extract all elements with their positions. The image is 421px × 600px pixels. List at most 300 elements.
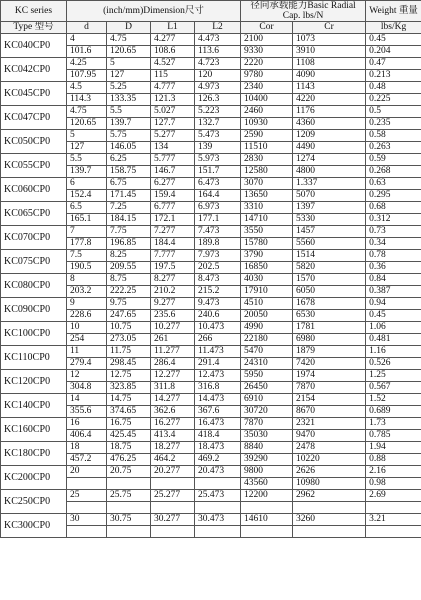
cell-mm-d <box>67 478 107 490</box>
cell-inch-L1: 9.277 <box>151 298 195 310</box>
cell-mm-D: 158.75 <box>107 166 151 178</box>
cell-mm-cor: 39290 <box>241 454 293 466</box>
cell-inch-d: 6.5 <box>67 202 107 214</box>
cell-mm-d: 152.4 <box>67 190 107 202</box>
row-type: KC047CP0 <box>1 106 67 130</box>
cell-inch-L2: 8.473 <box>195 274 241 286</box>
table-row <box>1 298 421 310</box>
cell-mm-D: 247.65 <box>107 310 151 322</box>
cell-inch-D: 7.25 <box>107 202 151 214</box>
cell-mm-d: 177.8 <box>67 238 107 250</box>
table-row <box>1 442 421 454</box>
cell-mm-weight: 0.204 <box>366 46 421 58</box>
cell-inch-L2: 18.473 <box>195 442 241 454</box>
cell-mm-L1 <box>151 526 195 538</box>
row-type: KC160CP0 <box>1 418 67 442</box>
cell-inch-L1: 16.277 <box>151 418 195 430</box>
cell-mm-cor: 15780 <box>241 238 293 250</box>
cell-mm-L1: 134 <box>151 142 195 154</box>
cell-mm-L1: 235.6 <box>151 310 195 322</box>
cell-mm-cr: 10220 <box>293 454 366 466</box>
row-type: KC140CP0 <box>1 394 67 418</box>
table-row <box>1 394 421 406</box>
cell-mm-cr: 6530 <box>293 310 366 322</box>
row-type: KC180CP0 <box>1 442 67 466</box>
cell-mm-cr: 5820 <box>293 262 366 274</box>
header-col-d: d <box>67 22 107 34</box>
cell-mm-cor: 26450 <box>241 382 293 394</box>
cell-inch-d: 5 <box>67 130 107 142</box>
cell-mm-cor: 30720 <box>241 406 293 418</box>
cell-mm-L1: 146.7 <box>151 166 195 178</box>
cell-mm-cor <box>241 526 293 538</box>
cell-mm-D <box>107 526 151 538</box>
cell-mm-cor: 10930 <box>241 118 293 130</box>
cell-mm-L1: 121.3 <box>151 94 195 106</box>
cell-mm-d: 203.2 <box>67 286 107 298</box>
cell-mm-L1: 172.1 <box>151 214 195 226</box>
cell-inch-L2: 6.973 <box>195 202 241 214</box>
cell-inch-weight: 0.45 <box>366 34 421 46</box>
cell-inch-d: 4.75 <box>67 106 107 118</box>
cell-inch-cor: 7870 <box>241 418 293 430</box>
cell-mm-cor: 13650 <box>241 190 293 202</box>
cell-inch-L2: 9.473 <box>195 298 241 310</box>
cell-mm-d: 107.95 <box>67 70 107 82</box>
header-col-cor: Cor <box>241 22 293 34</box>
cell-inch-D: 4.75 <box>107 34 151 46</box>
cell-inch-L1: 12.277 <box>151 370 195 382</box>
cell-inch-d: 5.5 <box>67 154 107 166</box>
cell-inch-D: 14.75 <box>107 394 151 406</box>
cell-inch-cr: 1274 <box>293 154 366 166</box>
cell-mm-weight <box>366 502 421 514</box>
cell-mm-cor: 14710 <box>241 214 293 226</box>
cell-inch-weight: 1.94 <box>366 442 421 454</box>
cell-mm-L1: 261 <box>151 334 195 346</box>
cell-mm-D: 139.7 <box>107 118 151 130</box>
cell-inch-cr: 1397 <box>293 202 366 214</box>
cell-inch-L2: 20.473 <box>195 466 241 478</box>
cell-inch-L1: 6.277 <box>151 178 195 190</box>
cell-mm-L2: 316.8 <box>195 382 241 394</box>
row-type: KC045CP0 <box>1 82 67 106</box>
row-type: KC080CP0 <box>1 274 67 298</box>
header-col-L2: L2 <box>195 22 241 34</box>
cell-mm-L2 <box>195 526 241 538</box>
cell-inch-D: 16.75 <box>107 418 151 430</box>
cell-inch-cor: 4030 <box>241 274 293 286</box>
cell-inch-L1: 14.277 <box>151 394 195 406</box>
row-type: KC110CP0 <box>1 346 67 370</box>
cell-mm-L2: 164.4 <box>195 190 241 202</box>
cell-inch-L1: 5.027 <box>151 106 195 118</box>
cell-inch-cor: 5950 <box>241 370 293 382</box>
table-row <box>1 58 421 70</box>
cell-inch-weight: 0.5 <box>366 106 421 118</box>
cell-inch-D: 5.25 <box>107 82 151 94</box>
cell-inch-L1: 8.277 <box>151 274 195 286</box>
cell-mm-D: 298.45 <box>107 358 151 370</box>
cell-mm-weight: 0.268 <box>366 166 421 178</box>
cell-mm-d: 127 <box>67 142 107 154</box>
cell-mm-cr: 4220 <box>293 94 366 106</box>
cell-mm-D: 323.85 <box>107 382 151 394</box>
cell-inch-cor: 3550 <box>241 226 293 238</box>
cell-mm-d: 139.7 <box>67 166 107 178</box>
cell-mm-cor: 43560 <box>241 478 293 490</box>
cell-mm-D: 374.65 <box>107 406 151 418</box>
cell-mm-weight: 0.36 <box>366 262 421 274</box>
cell-mm-weight: 0.98 <box>366 478 421 490</box>
cell-mm-D: 133.35 <box>107 94 151 106</box>
cell-mm-L1: 464.2 <box>151 454 195 466</box>
cell-mm-cor <box>241 502 293 514</box>
cell-mm-cor: 22180 <box>241 334 293 346</box>
cell-inch-cr: 3260 <box>293 514 366 526</box>
cell-mm-cr: 4490 <box>293 142 366 154</box>
cell-inch-cor: 2340 <box>241 82 293 94</box>
cell-inch-L2: 30.473 <box>195 514 241 526</box>
cell-mm-cr: 5330 <box>293 214 366 226</box>
cell-mm-d: 279.4 <box>67 358 107 370</box>
cell-mm-cor: 35030 <box>241 430 293 442</box>
cell-mm-cr: 10980 <box>293 478 366 490</box>
row-type: KC300CP0 <box>1 514 67 538</box>
cell-inch-weight: 1.16 <box>366 346 421 358</box>
cell-inch-cr: 2478 <box>293 442 366 454</box>
cell-inch-L2: 14.473 <box>195 394 241 406</box>
cell-inch-cor: 8840 <box>241 442 293 454</box>
cell-mm-cr: 3910 <box>293 46 366 58</box>
cell-inch-d: 18 <box>67 442 107 454</box>
cell-mm-L2: 367.6 <box>195 406 241 418</box>
cell-inch-cor: 4990 <box>241 322 293 334</box>
cell-inch-cor: 14610 <box>241 514 293 526</box>
cell-inch-cr: 1879 <box>293 346 366 358</box>
cell-mm-cor: 16850 <box>241 262 293 274</box>
cell-mm-d: 228.6 <box>67 310 107 322</box>
cell-mm-weight: 0.481 <box>366 334 421 346</box>
header-col-L1: L1 <box>151 22 195 34</box>
table-row <box>1 514 421 526</box>
cell-inch-weight: 0.47 <box>366 58 421 70</box>
cell-mm-D: 222.25 <box>107 286 151 298</box>
row-type: KC065CP0 <box>1 202 67 226</box>
cell-inch-D: 6.75 <box>107 178 151 190</box>
cell-mm-weight: 0.295 <box>366 190 421 202</box>
table-row <box>1 250 421 262</box>
cell-inch-cr: 1176 <box>293 106 366 118</box>
cell-mm-D: 171.45 <box>107 190 151 202</box>
cell-inch-cr: 1514 <box>293 250 366 262</box>
cell-mm-D: 425.45 <box>107 430 151 442</box>
row-type: KC060CP0 <box>1 178 67 202</box>
cell-mm-d <box>67 502 107 514</box>
cell-mm-L2: 469.2 <box>195 454 241 466</box>
cell-inch-d: 7 <box>67 226 107 238</box>
table-row <box>1 322 421 334</box>
cell-inch-D: 9.75 <box>107 298 151 310</box>
cell-mm-L2: 189.8 <box>195 238 241 250</box>
cell-mm-L1: 311.8 <box>151 382 195 394</box>
cell-mm-weight: 0.34 <box>366 238 421 250</box>
cell-inch-L1: 18.277 <box>151 442 195 454</box>
cell-mm-cr: 4090 <box>293 70 366 82</box>
cell-inch-weight: 2.16 <box>366 466 421 478</box>
cell-inch-D: 8.75 <box>107 274 151 286</box>
cell-mm-L1: 184.4 <box>151 238 195 250</box>
cell-inch-cor: 2100 <box>241 34 293 46</box>
cell-inch-d: 4 <box>67 34 107 46</box>
cell-inch-D: 5.5 <box>107 106 151 118</box>
cell-inch-weight: 2.69 <box>366 490 421 502</box>
cell-inch-D: 6.25 <box>107 154 151 166</box>
cell-inch-d: 7.5 <box>67 250 107 262</box>
cell-inch-weight: 0.78 <box>366 250 421 262</box>
cell-mm-L2: 120 <box>195 70 241 82</box>
cell-mm-d <box>67 526 107 538</box>
cell-mm-cr: 9470 <box>293 430 366 442</box>
cell-mm-d: 457.2 <box>67 454 107 466</box>
cell-inch-cor: 3790 <box>241 250 293 262</box>
cell-inch-L2: 12.473 <box>195 370 241 382</box>
table-header <box>1 1 421 34</box>
cell-mm-D: 184.15 <box>107 214 151 226</box>
cell-inch-d: 14 <box>67 394 107 406</box>
cell-mm-L1: 362.6 <box>151 406 195 418</box>
cell-inch-cor: 2830 <box>241 154 293 166</box>
cell-mm-weight: 0.526 <box>366 358 421 370</box>
cell-inch-L1: 6.777 <box>151 202 195 214</box>
cell-mm-L1: 210.2 <box>151 286 195 298</box>
cell-inch-D: 7.75 <box>107 226 151 238</box>
cell-mm-cor: 10400 <box>241 94 293 106</box>
row-type: KC120CP0 <box>1 370 67 394</box>
cell-mm-L1: 108.6 <box>151 46 195 58</box>
header-col-cr: Cr <box>293 22 366 34</box>
cell-inch-weight: 0.68 <box>366 202 421 214</box>
cell-inch-d: 10 <box>67 322 107 334</box>
table-row <box>1 34 421 46</box>
cell-inch-L1: 10.277 <box>151 322 195 334</box>
cell-mm-L2 <box>195 502 241 514</box>
cell-mm-L1: 115 <box>151 70 195 82</box>
cell-mm-D: 146.05 <box>107 142 151 154</box>
row-type: KC075CP0 <box>1 250 67 274</box>
cell-mm-cr: 4360 <box>293 118 366 130</box>
row-type: KC100CP0 <box>1 322 67 346</box>
cell-inch-cor: 12200 <box>241 490 293 502</box>
cell-inch-L2: 7.473 <box>195 226 241 238</box>
cell-mm-L2: 215.2 <box>195 286 241 298</box>
cell-inch-weight: 0.48 <box>366 82 421 94</box>
cell-inch-weight: 0.84 <box>366 274 421 286</box>
cell-inch-L2: 4.723 <box>195 58 241 70</box>
cell-mm-cor: 17910 <box>241 286 293 298</box>
cell-inch-L2: 11.473 <box>195 346 241 358</box>
cell-inch-cor: 2460 <box>241 106 293 118</box>
cell-inch-cr: 1457 <box>293 226 366 238</box>
cell-inch-cr: 1209 <box>293 130 366 142</box>
cell-inch-L1: 30.277 <box>151 514 195 526</box>
cell-mm-d: 254 <box>67 334 107 346</box>
cell-inch-D: 8.25 <box>107 250 151 262</box>
cell-inch-d: 30 <box>67 514 107 526</box>
cell-mm-cr: 6050 <box>293 286 366 298</box>
row-type: KC090CP0 <box>1 298 67 322</box>
table-row <box>1 466 421 478</box>
cell-mm-weight: 0.235 <box>366 118 421 130</box>
cell-inch-L2: 10.473 <box>195 322 241 334</box>
cell-mm-cr: 7870 <box>293 382 366 394</box>
cell-mm-weight: 0.567 <box>366 382 421 394</box>
cell-inch-cr: 1108 <box>293 58 366 70</box>
cell-inch-L2: 16.473 <box>195 418 241 430</box>
cell-mm-d: 114.3 <box>67 94 107 106</box>
header-dimension: (inch/mm)Dimension尺寸 <box>67 1 241 22</box>
cell-mm-L2: 291.4 <box>195 358 241 370</box>
cell-mm-L1: 197.5 <box>151 262 195 274</box>
cell-mm-D: 196.85 <box>107 238 151 250</box>
cell-inch-d: 16 <box>67 418 107 430</box>
cell-mm-cr: 5560 <box>293 238 366 250</box>
cell-mm-cor: 11510 <box>241 142 293 154</box>
cell-mm-L2: 113.6 <box>195 46 241 58</box>
cell-inch-d: 9 <box>67 298 107 310</box>
cell-mm-L2: 139 <box>195 142 241 154</box>
cell-mm-L1: 127.7 <box>151 118 195 130</box>
cell-inch-cr: 2321 <box>293 418 366 430</box>
table-row <box>1 490 421 502</box>
table-row <box>1 202 421 214</box>
cell-inch-weight: 0.59 <box>366 154 421 166</box>
table-row <box>1 154 421 166</box>
cell-mm-cr <box>293 502 366 514</box>
cell-mm-L2: 177.1 <box>195 214 241 226</box>
cell-inch-L2: 5.973 <box>195 154 241 166</box>
cell-mm-cor: 9330 <box>241 46 293 58</box>
cell-inch-cr: 1073 <box>293 34 366 46</box>
row-type: KC250CP0 <box>1 490 67 514</box>
cell-inch-L1: 7.777 <box>151 250 195 262</box>
cell-inch-d: 4.25 <box>67 58 107 70</box>
cell-inch-D: 11.75 <box>107 346 151 358</box>
cell-mm-weight <box>366 526 421 538</box>
cell-mm-cr <box>293 526 366 538</box>
cell-inch-cr: 1570 <box>293 274 366 286</box>
cell-mm-L1 <box>151 502 195 514</box>
cell-mm-weight: 0.263 <box>366 142 421 154</box>
cell-mm-D: 120.65 <box>107 46 151 58</box>
table-row <box>1 226 421 238</box>
cell-mm-cr: 6980 <box>293 334 366 346</box>
cell-mm-d: 406.4 <box>67 430 107 442</box>
cell-inch-D: 30.75 <box>107 514 151 526</box>
cell-inch-L2: 7.973 <box>195 250 241 262</box>
cell-inch-weight: 3.21 <box>366 514 421 526</box>
header-series: KC series <box>1 1 67 22</box>
cell-inch-cor: 3070 <box>241 178 293 190</box>
cell-mm-D <box>107 502 151 514</box>
row-type: KC200CP0 <box>1 466 67 490</box>
cell-inch-L2: 5.223 <box>195 106 241 118</box>
cell-inch-D: 5.75 <box>107 130 151 142</box>
cell-mm-cr: 4800 <box>293 166 366 178</box>
cell-inch-d: 12 <box>67 370 107 382</box>
cell-mm-L2: 418.4 <box>195 430 241 442</box>
table-row <box>1 178 421 190</box>
table-row <box>1 418 421 430</box>
cell-inch-d: 20 <box>67 466 107 478</box>
cell-inch-d: 8 <box>67 274 107 286</box>
cell-inch-L2: 6.473 <box>195 178 241 190</box>
cell-mm-L1: 286.4 <box>151 358 195 370</box>
header-col-D: D <box>107 22 151 34</box>
cell-mm-weight: 0.45 <box>366 310 421 322</box>
cell-inch-D: 12.75 <box>107 370 151 382</box>
cell-inch-L2: 4.473 <box>195 34 241 46</box>
cell-inch-weight: 1.25 <box>366 370 421 382</box>
cell-mm-weight: 0.785 <box>366 430 421 442</box>
cell-inch-d: 25 <box>67 490 107 502</box>
cell-inch-cr: 1143 <box>293 82 366 94</box>
cell-mm-D <box>107 478 151 490</box>
cell-inch-d: 11 <box>67 346 107 358</box>
cell-inch-L1: 5.777 <box>151 154 195 166</box>
cell-mm-cor: 9780 <box>241 70 293 82</box>
cell-mm-weight: 0.689 <box>366 406 421 418</box>
cell-inch-cr: 1.337 <box>293 178 366 190</box>
cell-inch-weight: 0.73 <box>366 226 421 238</box>
cell-mm-weight: 0.312 <box>366 214 421 226</box>
cell-inch-L1: 4.277 <box>151 34 195 46</box>
header-col-weight-unit: lbs/Kg <box>366 22 421 34</box>
cell-inch-L2: 25.473 <box>195 490 241 502</box>
table-row <box>1 130 421 142</box>
cell-inch-L1: 5.277 <box>151 130 195 142</box>
row-type: KC070CP0 <box>1 226 67 250</box>
cell-mm-cor: 24310 <box>241 358 293 370</box>
header-weight: Weight 重量 <box>366 1 421 22</box>
cell-mm-weight: 0.387 <box>366 286 421 298</box>
table-body <box>1 34 421 538</box>
cell-mm-weight: 0.213 <box>366 70 421 82</box>
cell-inch-D: 18.75 <box>107 442 151 454</box>
cell-inch-cr: 1974 <box>293 370 366 382</box>
row-type: KC042CP0 <box>1 58 67 82</box>
row-type: KC050CP0 <box>1 130 67 154</box>
cell-mm-L2: 151.7 <box>195 166 241 178</box>
cell-inch-d: 4.5 <box>67 82 107 94</box>
cell-mm-L1: 159.4 <box>151 190 195 202</box>
cell-inch-cr: 1781 <box>293 322 366 334</box>
cell-inch-weight: 1.06 <box>366 322 421 334</box>
cell-inch-L2: 4.973 <box>195 82 241 94</box>
cell-mm-weight: 0.88 <box>366 454 421 466</box>
cell-mm-L1 <box>151 478 195 490</box>
cell-inch-D: 25.75 <box>107 490 151 502</box>
cell-mm-d: 355.6 <box>67 406 107 418</box>
table-row <box>1 274 421 286</box>
cell-mm-D: 273.05 <box>107 334 151 346</box>
cell-inch-cor: 6910 <box>241 394 293 406</box>
cell-mm-L2: 266 <box>195 334 241 346</box>
cell-mm-cr: 8670 <box>293 406 366 418</box>
cell-inch-D: 20.75 <box>107 466 151 478</box>
cell-inch-weight: 1.73 <box>366 418 421 430</box>
cell-inch-weight: 0.94 <box>366 298 421 310</box>
